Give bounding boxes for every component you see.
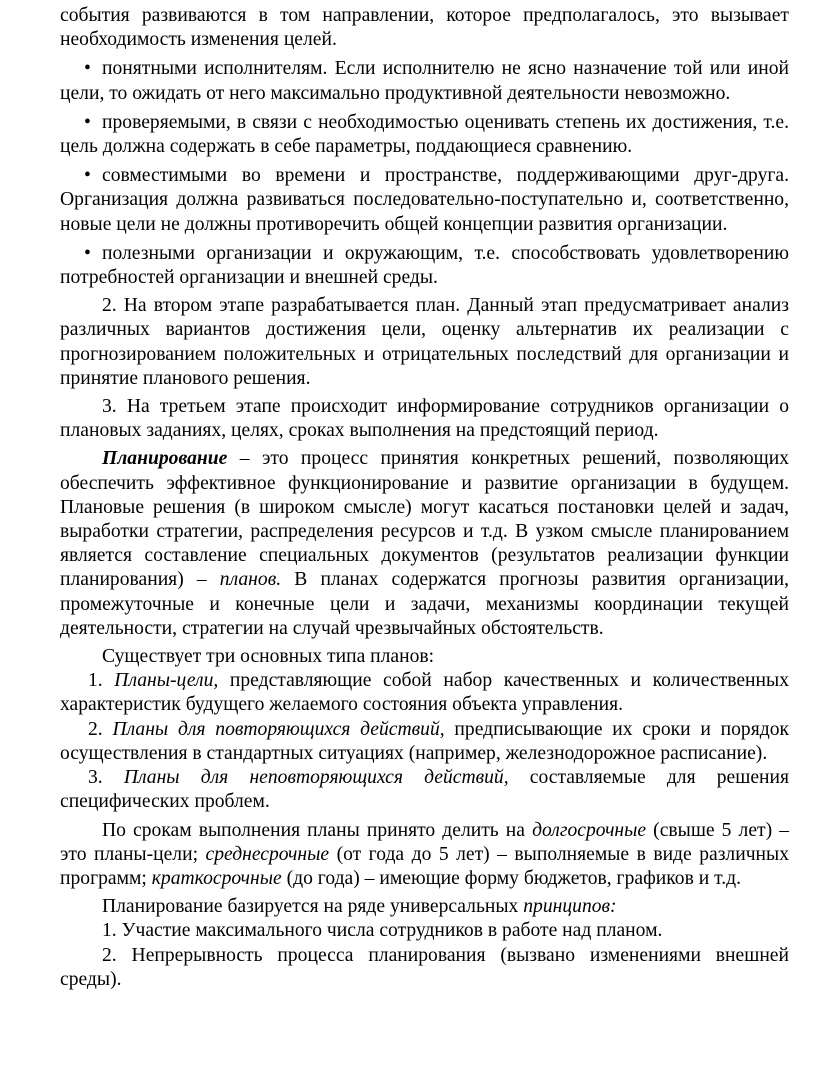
plan-type-1: [60, 669, 789, 717]
plan-types-intro: Существует три основных типа планов:: [102, 646, 435, 668]
plan-type-text: представляющие собой набор качественных и количественных характеристик будущего желаемого состояния объекта управления.: [60, 670, 789, 716]
lead-paragraph: события развиваются в том направлении, которое предполагалось, это вызывает необходимость изменения целей.: [60, 5, 789, 51]
plan-type-number: 1.: [88, 670, 115, 692]
planning-definition-paragraph: [60, 447, 789, 641]
plan-terms-paragraph: [60, 819, 789, 892]
bullet-icon: •: [84, 111, 91, 133]
principles-intro-text: Планирование базируется на ряде универсальных: [102, 896, 524, 918]
bullet-item-compatible: [60, 164, 789, 237]
principle-item: 2. Непрерывность процесса планирования (вызвано изменениями внешней среды).: [60, 944, 789, 990]
principles-term: принципов:: [523, 896, 617, 918]
plan-type-2: [60, 718, 789, 766]
stage-3-paragraph: 3. На третьем этапе происходит информирование сотрудников организации о плановых заданиях, целях, сроках выполнения на предстоящий период.: [60, 396, 789, 442]
plan-type-number: 3.: [88, 767, 124, 789]
bullet-text: проверяемыми, в связи с необходимостью оценивать степень их достижения, т.е. цель должна содержать в себе параметры, поддающиеся сравнению.: [60, 111, 789, 158]
terms-text-4: (до года) – имеющие форму бюджетов, графиков и т.д.: [281, 867, 741, 889]
plan-type-number: 2.: [88, 718, 113, 740]
plan-type-text: , предписывающие их сроки и порядок осуществления в стандартных ситуациях (например, железнодорожное расписание).: [60, 718, 790, 764]
bullet-icon: •: [84, 58, 91, 80]
long-term: долгосрочные: [532, 819, 647, 841]
mid-term: среднесрочные: [205, 843, 330, 865]
bullet-item-understandable: [60, 57, 789, 105]
plan-type-3: [60, 766, 789, 814]
principle-item: 1. Участие максимального числа сотрудников в работе над планом.: [102, 920, 663, 942]
planning-term: Планирование: [102, 448, 228, 470]
terms-text-2: (свыше 5 лет) – это планы-цели;: [60, 819, 789, 865]
bullet-text: совместимыми во времени и пространстве, поддерживающими друг-друга. Организация должна развиваться последовательно-поступательно и, соответственно, новые цели не должны противоречить общей концепции развития организации.: [60, 165, 789, 235]
bullet-icon: •: [84, 165, 91, 187]
plan-type-name: Планы-цели,: [114, 670, 219, 692]
bullet-icon: •: [84, 242, 91, 264]
bullet-item-useful: [60, 242, 789, 290]
plan-type-name: Планы для повторяющихся действий: [112, 718, 440, 740]
bullet-text: понятными исполнителям. Если исполнителю не ясно назначение той или иной цели, то ожидать от него максимально продуктивной деятельности невозможно.: [60, 58, 789, 104]
plans-term: планов.: [219, 569, 282, 591]
plan-type-text: составляемые для решения специфических проблем.: [60, 767, 789, 813]
principles-intro: [60, 895, 789, 919]
planning-text-1: – это процесс принятия конкретных решений, позволяющих обеспечить эффективное функционирование и развитие организации в будущем. Плановые решения (в широком смысле) могут касаться постановки целей и задач, выработки стратегии, распределения ресурсов и т.д. В узком смысле планированием является составление специальных документов (результатов реализации функции планирования) –: [60, 448, 789, 591]
plan-type-name: Планы для неповторяющихся действий,: [123, 767, 509, 789]
short-term: краткосрочные: [151, 867, 282, 889]
planning-text-2: В планах содержатся прогнозы развития организации, промежуточные и конечные цели и задачи, механизмы координации текущей деятельности, стратегии на случай чрезвычайных обстоятельств.: [60, 569, 789, 639]
terms-text-1: По срокам выполнения планы принято делить на: [102, 819, 533, 841]
bullet-item-verifiable: [60, 111, 789, 159]
stage-2-paragraph: 2. На втором этапе разрабатывается план. Данный этап предусматривает анализ различных вариантов достижения цели, оценку альтернатив их реализации с прогнозированием положительных и отрицательных последствий для организации и принятие планового решения.: [60, 295, 789, 389]
bullet-text: полезными организации и окружающим, т.е. способствовать удовлетворению потребностей организации и внешней среды.: [60, 242, 789, 289]
terms-text-3: (от года до 5 лет) – выполняемые в виде различных программ;: [60, 843, 789, 889]
